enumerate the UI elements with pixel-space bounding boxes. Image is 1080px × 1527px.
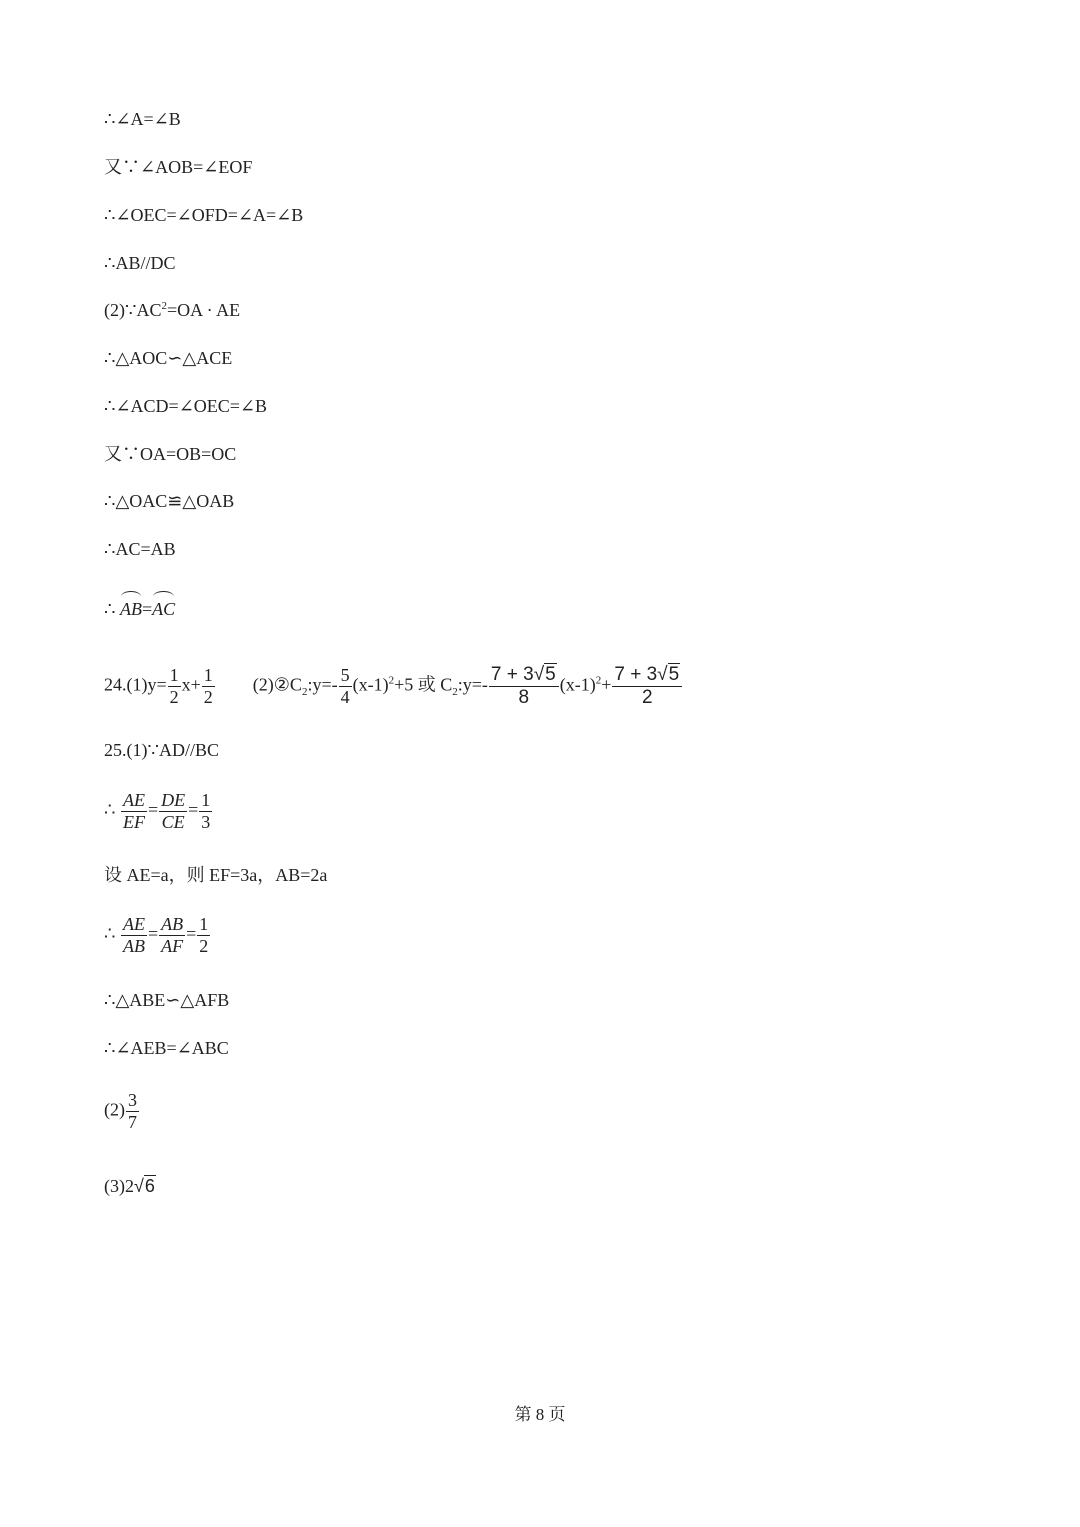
fraction [202,665,215,707]
fraction [199,790,212,832]
denominator: 2 [203,686,213,707]
text: =OA · AE [166,300,241,320]
proof-line-6: ∴△AOC∽△ACE [104,348,233,368]
numerator: AE [122,790,145,810]
therefore-symbol: ∴ [104,923,116,944]
superscript: 2 [388,674,395,687]
proof-line-7: ∴∠ACD=∠OEC=∠B [104,396,268,416]
arc-equality-line [104,600,175,618]
equals: = [141,599,153,619]
part-label: (2) [104,1099,125,1120]
fraction [159,914,185,956]
numerator: 1 [199,914,209,934]
arc-ab: AB [119,599,142,619]
text: (2)②C [252,674,302,695]
subscript: 2 [301,686,308,699]
radicand: 6 [144,1176,155,1196]
equals: = [188,799,199,820]
fraction [159,790,187,832]
denominator: EF [122,811,145,832]
denominator: 4 [340,686,350,707]
numerator: 1 [203,665,213,686]
q24-label: 24.(1)y= [104,674,167,695]
proof-line-4: ∴AB//DC [104,253,176,273]
fraction [126,1090,139,1132]
q25-let-line: 设 AE=a，则 EF=3a，AB=2a [104,865,328,885]
fraction [197,914,210,956]
proof-line-8: 又∵OA=OB=OC [104,444,237,464]
numerator: 1 [169,665,179,686]
equals: = [147,923,159,944]
text: :y=- [307,674,338,695]
proof-line-3: ∴∠OEC=∠OFD=∠A=∠B [104,205,304,225]
equals: = [186,923,197,944]
text: +5 或 C [394,674,453,695]
numerator: AE [122,914,145,934]
text: x+ [181,674,201,695]
square-root: √5 [533,664,556,685]
proof-line-10: ∴AC=AB [104,539,176,559]
text: (2)∵AC [104,300,162,320]
fraction [612,664,682,709]
text: + [601,674,612,695]
q25-angle-line: ∴∠AEB=∠ABC [104,1038,229,1058]
numerator: DE [161,790,186,810]
superscript: 2 [595,674,602,687]
proof-line-1: ∴∠A=∠B [104,109,181,129]
denominator: 2 [641,686,653,708]
proof-line-2: 又∵∠AOB=∠EOF [104,157,253,177]
denominator: 2 [169,686,179,707]
fraction [168,665,181,707]
denominator: 7 [128,1111,137,1132]
page-number: 第 8 页 [514,1405,566,1424]
proof-line-5 [104,301,240,319]
numerator: 5 [340,665,350,686]
equals: = [147,799,159,820]
numerator: 1 [201,790,211,810]
denominator: AF [161,935,184,956]
denominator: CE [161,811,185,832]
part-label: (3)2 [104,1176,134,1196]
q25-ratio-line-2 [104,914,211,956]
square-root: √5 [657,664,680,685]
q24-line [104,664,683,709]
therefore-symbol: ∴ [104,799,116,820]
text: 7 + 3 [490,664,534,685]
fraction [489,664,559,709]
q25-similar-line: ∴△ABE∽△AFB [104,990,230,1010]
text: (x-1) [352,674,389,695]
proof-line-9: ∴△OAC≌△OAB [104,491,235,511]
square-root: √6 [134,1176,155,1196]
therefore-symbol: ∴ [104,599,116,619]
text: 7 + 3 [614,664,658,685]
q25-line-1: 25.(1)∵AD//BC [104,740,219,760]
numerator: 3 [128,1090,137,1110]
fraction [121,790,147,832]
fraction [339,665,352,707]
radicand: 5 [668,664,680,685]
denominator: AB [122,935,145,956]
text: (x-1) [559,674,596,695]
denominator: 3 [201,811,211,832]
superscript: 2 [161,300,167,312]
denominator: 2 [199,935,209,956]
subscript: 2 [452,686,458,699]
fraction [121,914,147,956]
q25-part-3 [104,1177,156,1195]
arc-ac: AC [152,599,176,619]
numerator: AB [161,914,184,934]
numerator [489,664,559,687]
text: :y=- [457,674,488,695]
q25-ratio-line-1 [104,790,213,832]
numerator [612,664,682,687]
denominator: 8 [518,686,530,708]
radicand: 5 [545,664,556,685]
q25-part-2 [104,1090,140,1132]
